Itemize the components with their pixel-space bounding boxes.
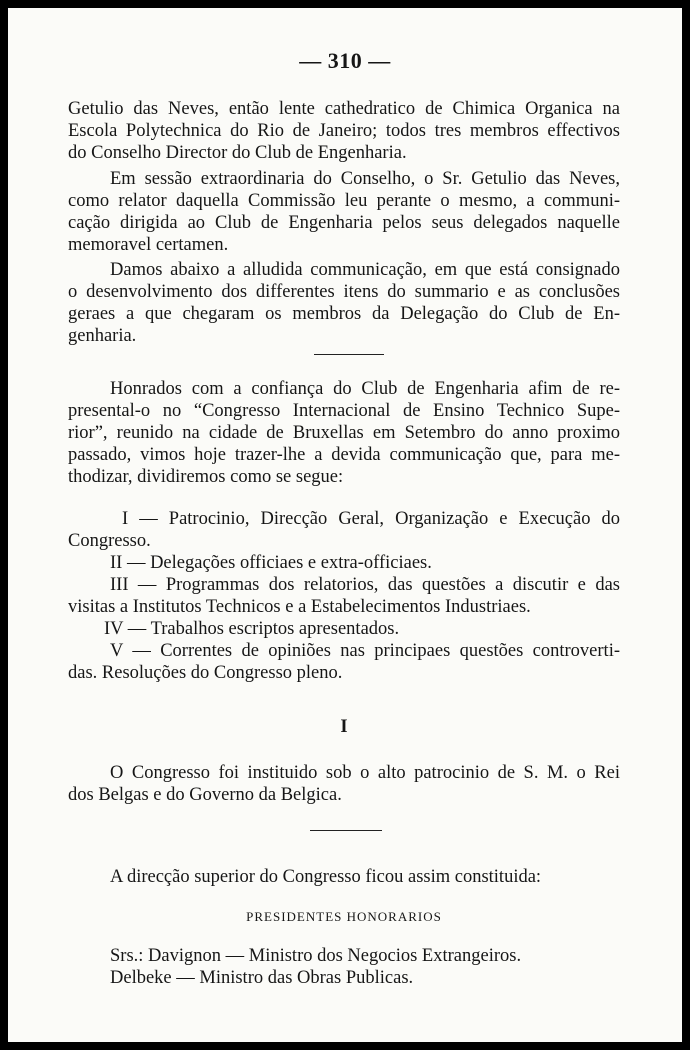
list-item: II — Delegações officiaes e extra-officiaes. bbox=[110, 553, 432, 573]
text-line: Delbeke — Ministro das Obras Publicas. bbox=[110, 968, 414, 988]
text-line: rior”, reunido na cidade de Bruxellas em Setembro do anno proximo bbox=[68, 423, 620, 443]
text-line: Honrados com a confiança do Club de Engenharia afim de re- bbox=[110, 379, 620, 399]
list-item: das. Resoluções do Congresso pleno. bbox=[68, 663, 343, 683]
text-line: do Conselho Director do Club de Engenharia. bbox=[68, 143, 407, 163]
text-line: O Congresso foi instituido sob o alto patrocinio de S. M. o Rei bbox=[110, 763, 620, 783]
text-line: memoravel certamen. bbox=[68, 235, 229, 255]
paragraph-6 bbox=[68, 866, 620, 888]
paragraph-2 bbox=[68, 168, 620, 256]
text-line: o desenvolvimento dos differentes itens do summario e as conclusões bbox=[68, 282, 620, 302]
paragraph-3 bbox=[68, 259, 620, 347]
document-page bbox=[8, 8, 682, 1042]
list-item: III — Programmas dos relatorios, das questões a discutir e das bbox=[110, 575, 620, 595]
text-line: passado, vimos hoje trazer-lhe a devida communicação que, para me- bbox=[68, 445, 620, 465]
text-line: cação dirigida ao Club de Engenharia pelos seus delegados naquelle bbox=[68, 213, 620, 233]
paragraph-5 bbox=[68, 762, 620, 806]
text-line: thodizar, dividiremos como se segue: bbox=[68, 467, 344, 487]
text-line: Damos abaixo a alludida communicação, em que está consignado bbox=[110, 260, 620, 280]
text-line: geraes a que chegaram os membros da Delegação do Club de En- bbox=[68, 304, 620, 324]
text-line: Em sessão extraordinaria do Conselho, o Sr. Getulio das Neves, bbox=[110, 169, 620, 189]
subheading: PRESIDENTES HONORARIOS bbox=[246, 909, 442, 924]
text-line: A direcção superior do Congresso ficou assim constituida: bbox=[110, 867, 542, 887]
summary-list bbox=[68, 508, 620, 684]
text-line: como relator daquella Commissão leu perante o mesmo, a communi- bbox=[68, 191, 620, 211]
text-line: Srs.: Davignon — Ministro dos Negocios Extrangeiros. bbox=[110, 946, 522, 966]
separator-rule bbox=[314, 354, 384, 355]
list-item: V — Correntes de opiniões nas principaes questões controverti- bbox=[110, 641, 620, 661]
text-line: Getulio das Neves, então lente cathedratico de Chimica Organica na bbox=[68, 99, 620, 119]
text-line: presental-o no “Congresso Internacional de Ensino Technico Supe- bbox=[68, 401, 620, 421]
paragraph-4 bbox=[68, 378, 620, 488]
list-item: IV — Trabalhos escriptos apresentados. bbox=[104, 619, 400, 639]
list-item: I — Patrocinio, Direcção Geral, Organização e Execução do bbox=[122, 509, 620, 529]
list-item: visitas a Institutos Technicos e a Estabelecimentos Industriaes. bbox=[68, 597, 531, 617]
page-number: — 310 — bbox=[299, 48, 391, 73]
text-line: genharia. bbox=[68, 326, 137, 346]
section-heading: I bbox=[340, 717, 348, 737]
paragraph-1 bbox=[68, 98, 620, 164]
list-item: Congresso. bbox=[68, 531, 151, 551]
separator-rule bbox=[310, 830, 382, 831]
text-line: dos Belgas e do Governo da Belgica. bbox=[68, 785, 342, 805]
text-line: Escola Polytechnica do Rio de Janeiro; todos tres membros effectivos bbox=[68, 121, 620, 141]
paragraph-7 bbox=[68, 945, 620, 989]
